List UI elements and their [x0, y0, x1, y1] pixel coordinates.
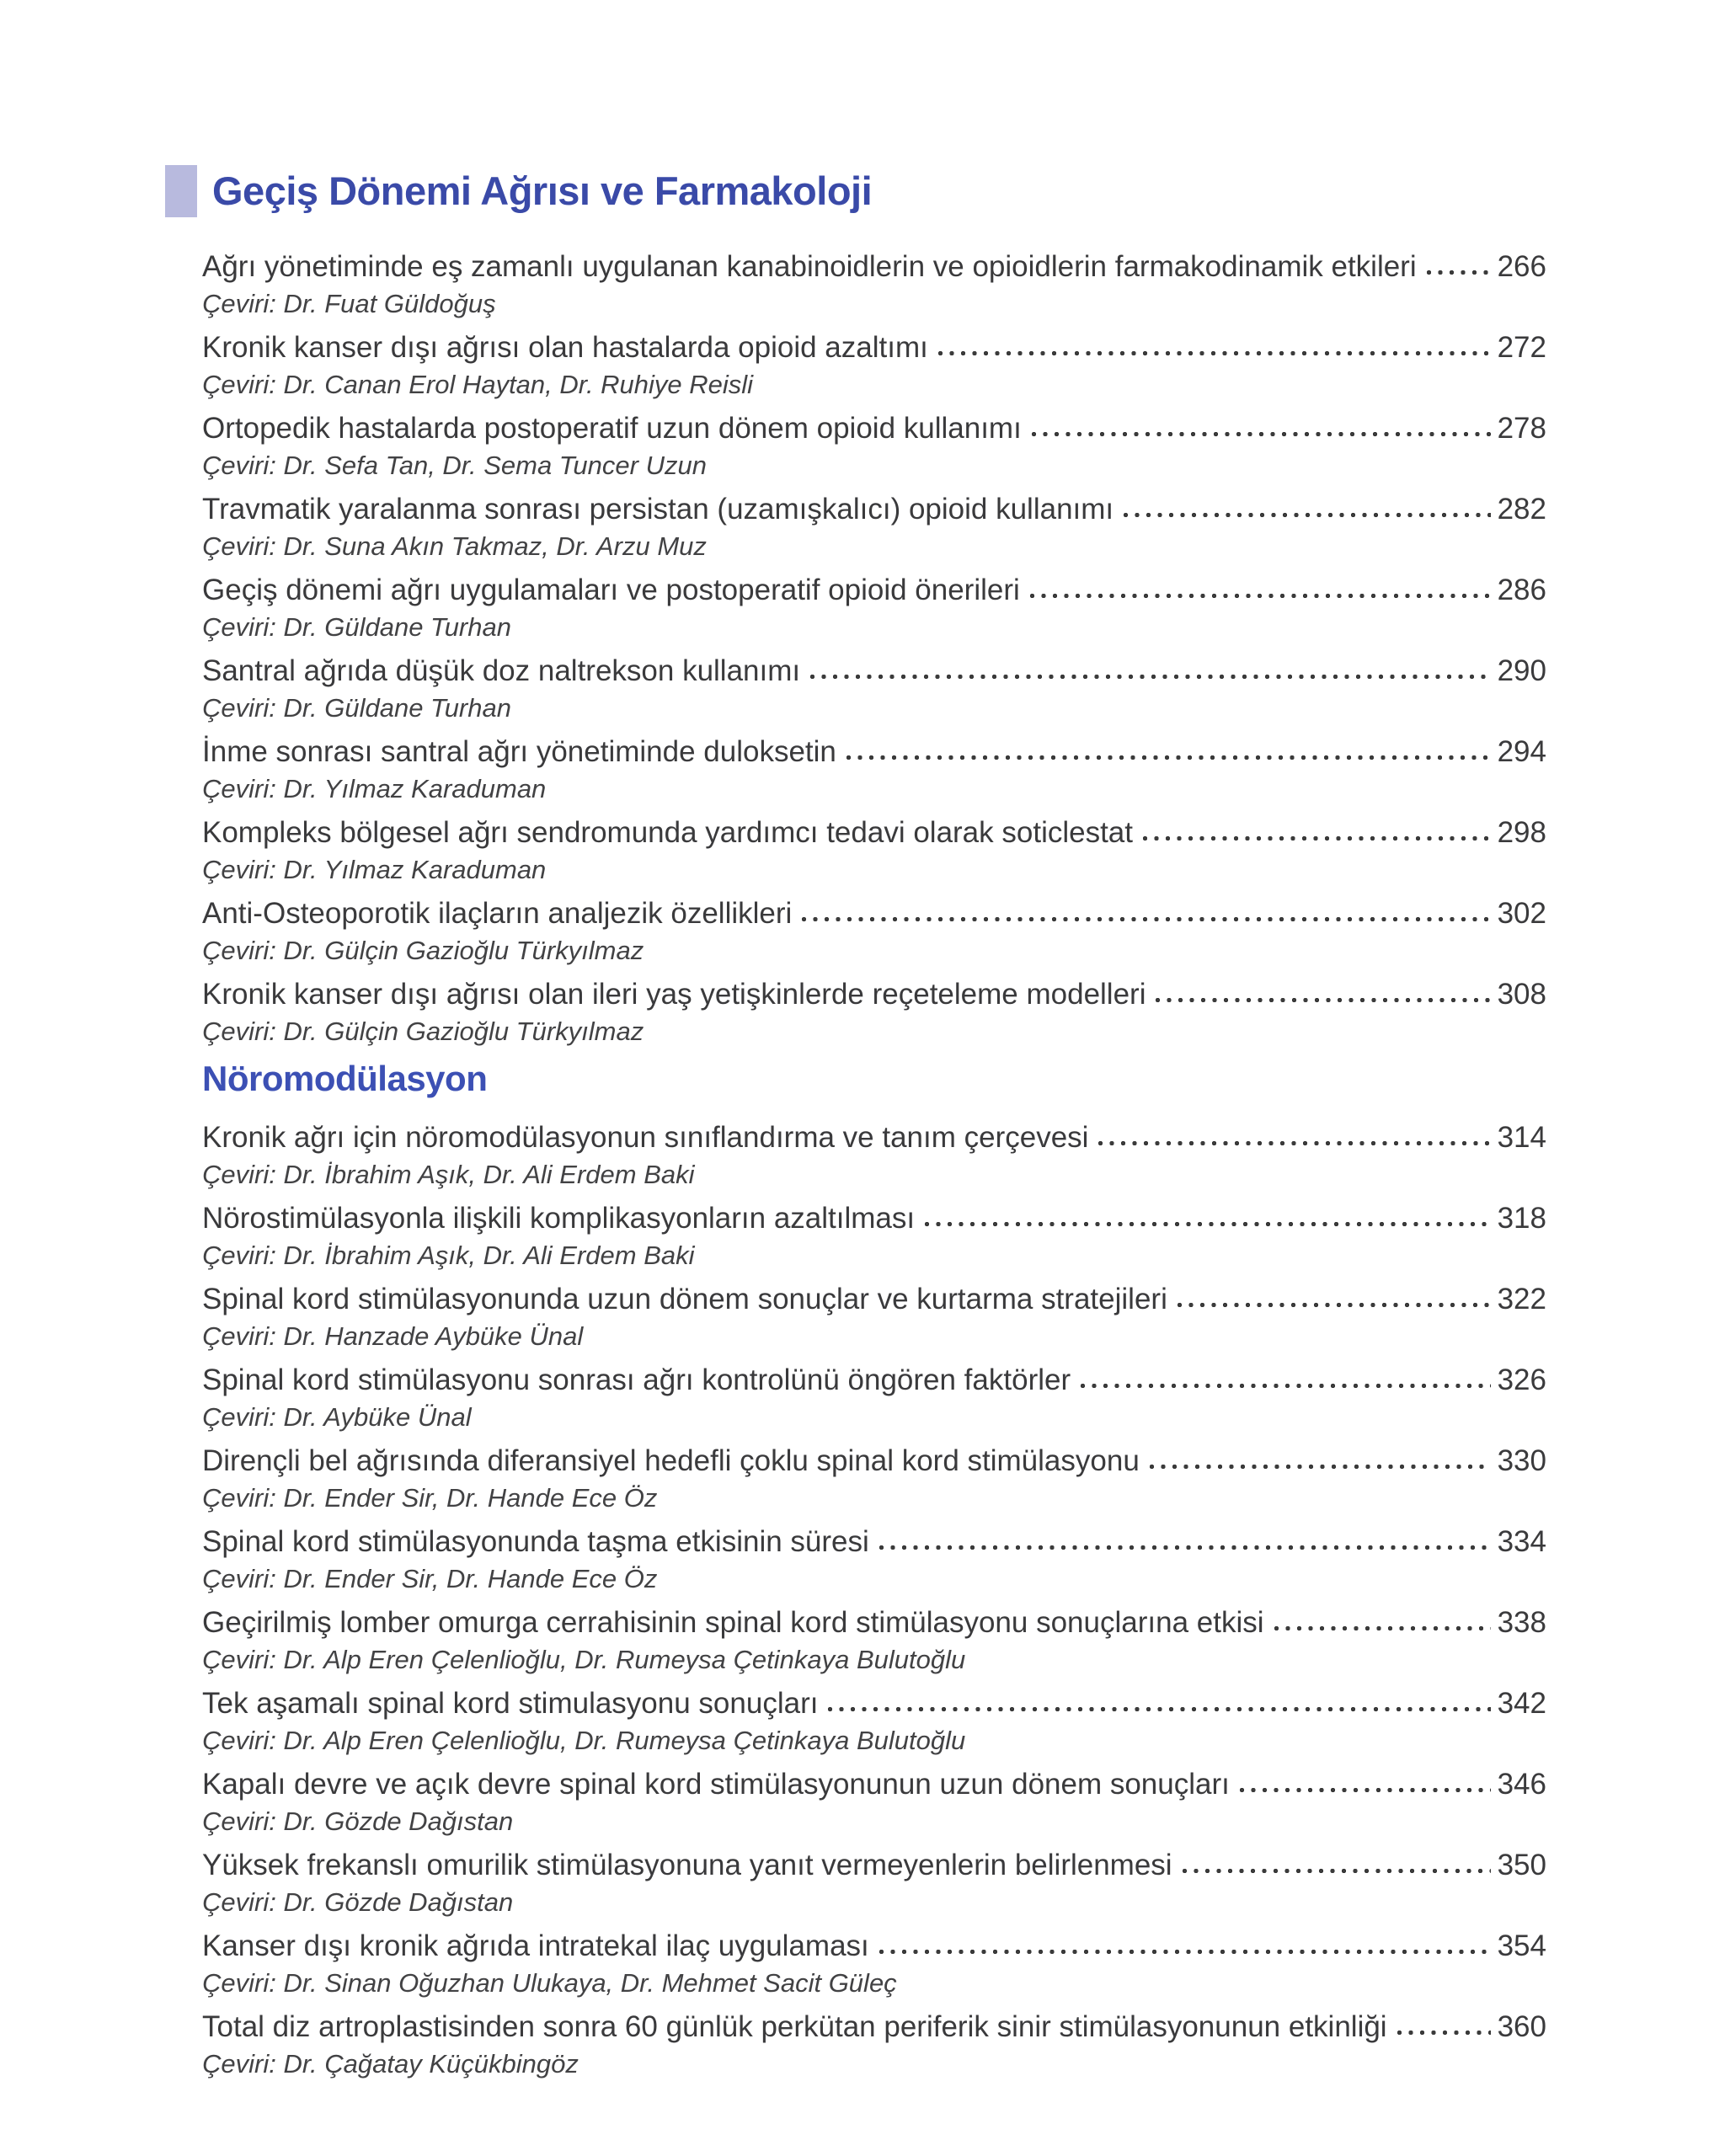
toc-entry-line: [202, 490, 1546, 529]
toc-entry-line: [202, 248, 1546, 286]
toc-entry-translator: Çeviri: Dr. Sinan Oğuzhan Ulukaya, Dr. Mehmet Sacit Güleç: [202, 1968, 897, 1998]
toc-entry: [202, 1927, 1546, 2001]
toc-entry-page-number: 342: [1497, 1687, 1546, 1720]
dot-leader: [876, 1544, 1491, 1551]
toc-entry-translator: Çeviri: Dr. İbrahim Aşık, Dr. Ali Erdem Baki: [202, 1241, 695, 1270]
toc-entry-line: [202, 733, 1546, 771]
toc-content: [202, 165, 1546, 2089]
toc-entry: [202, 1280, 1546, 1354]
toc-entry-line: [202, 1199, 1546, 1238]
toc-entry: [202, 1684, 1546, 1758]
toc-entry-title: Nörostimülasyonla ilişkili komplikasyonların azaltılması: [202, 1202, 916, 1235]
toc-entry-title: Travmatik yaralanma sonrası persistan (uzamışkalıcı) opioid kullanımı: [202, 493, 1114, 526]
toc-entry: [202, 1118, 1546, 1193]
dot-leader: [1236, 1786, 1491, 1794]
toc-entry-title: Spinal kord stimülasyonunda taşma etkisinin süresi: [202, 1525, 869, 1558]
toc-entry-title: Spinal kord stimülasyonunda uzun dönem sonuçlar ve kurtarma stratejileri: [202, 1283, 1167, 1315]
dot-leader: [935, 350, 1491, 357]
toc-entry: [202, 1604, 1546, 1678]
toc-entry-page-number: 294: [1497, 735, 1546, 768]
toc-entry-line: [202, 2008, 1546, 2047]
toc-entry-line: [202, 975, 1546, 1014]
dot-leader: [876, 1948, 1491, 1956]
toc-entry-translator: Çeviri: Dr. Alp Eren Çelenlioğlu, Dr. Rumeysa Çetinkaya Bulutoğlu: [202, 1726, 966, 1755]
toc-entry-title: Kronik ağrı için nöromodülasyonun sınıflandırma ve tanım çerçevesi: [202, 1121, 1089, 1154]
toc-entry: [202, 1846, 1546, 1920]
toc-entry-title: Dirençli bel ağrısında diferansiyel hedefli çoklu spinal kord stimülasyonu: [202, 1444, 1140, 1477]
toc-entry-line: [202, 328, 1546, 367]
toc-entry-translator: Çeviri: Dr. Alp Eren Çelenlioğlu, Dr. Rumeysa Çetinkaya Bulutoğlu: [202, 1645, 966, 1674]
dot-leader: [1179, 1867, 1491, 1875]
toc-entry: [202, 814, 1546, 888]
toc-entry-line: [202, 1280, 1546, 1319]
toc-entry-title: Yüksek frekanslı omurilik stimülasyonuna yanıt vermeyenlerin belirlenmesi: [202, 1849, 1172, 1881]
toc-entry: [202, 248, 1546, 322]
toc-entry-title: Tek aşamalı spinal kord stimulasyonu sonuçları: [202, 1687, 819, 1720]
toc-entry: [202, 490, 1546, 564]
section-heading: Geçiş Dönemi Ağrısı ve Farmakoloji: [212, 168, 873, 213]
dot-leader: [1095, 1139, 1490, 1147]
section-heading-row: [165, 165, 1546, 217]
toc-entry-line: [202, 1361, 1546, 1400]
toc-entry: [202, 409, 1546, 483]
toc-entry-line: [202, 1523, 1546, 1561]
toc-entry-page-number: 326: [1497, 1364, 1546, 1396]
toc-entry-title: İnme sonrası santral ağrı yönetiminde duloksetin: [202, 735, 836, 768]
toc-entry-title: Spinal kord stimülasyonu sonrası ağrı kontrolünü öngören faktörler: [202, 1364, 1071, 1396]
toc-entry-translator: Çeviri: Dr. Fuat Güldoğuş: [202, 289, 496, 318]
dot-leader: [1027, 592, 1491, 600]
toc-entry: [202, 975, 1546, 1049]
toc-entry-translator: Çeviri: Dr. Gözde Dağıstan: [202, 1887, 514, 1917]
dot-leader: [1140, 835, 1491, 842]
toc-entry-page-number: 266: [1497, 250, 1546, 283]
toc-entry-page-number: 278: [1497, 412, 1546, 445]
toc-entry-line: [202, 1604, 1546, 1642]
toc-entry: [202, 733, 1546, 807]
dot-leader: [1423, 269, 1491, 276]
toc-entry: [202, 1765, 1546, 1839]
toc-entry-translator: Çeviri: Dr. Canan Erol Haytan, Dr. Ruhiye Reisli: [202, 370, 754, 399]
toc-entry: [202, 328, 1546, 403]
toc-entry-translator: Çeviri: Dr. Güldane Turhan: [202, 693, 511, 723]
toc-entry-line: [202, 1846, 1546, 1885]
toc-entry-title: Ağrı yönetiminde eş zamanlı uygulanan kanabinoidlerin ve opioidlerin farmakodinamik etkileri: [202, 250, 1417, 283]
toc-entry-page-number: 290: [1497, 654, 1546, 687]
dot-leader: [1174, 1301, 1491, 1309]
dot-leader: [1028, 430, 1491, 438]
toc-entry-line: [202, 1442, 1546, 1481]
toc-entry-translator: Çeviri: Dr. Gülçin Gazioğlu Türkyılmaz: [202, 936, 644, 965]
toc-entry-page-number: 346: [1497, 1768, 1546, 1801]
toc-entry-translator: Çeviri: Dr. İbrahim Aşık, Dr. Ali Erdem Baki: [202, 1160, 695, 1189]
toc-entry-title: Total diz artroplastisinden sonra 60 günlük perkütan periferik sinir stimülasyonunun etkinliği: [202, 2010, 1387, 2043]
toc-entry-page-number: 272: [1497, 331, 1546, 364]
toc-entry-line: [202, 894, 1546, 933]
toc-entry-translator: Çeviri: Dr. Suna Akın Takmaz, Dr. Arzu Muz: [202, 531, 707, 561]
toc-entry-title: Geçirilmiş lomber omurga cerrahisinin spinal kord stimülasyonu sonuçlarına etkisi: [202, 1606, 1264, 1639]
toc-entry-page-number: 318: [1497, 1202, 1546, 1235]
toc-entry-line: [202, 814, 1546, 852]
toc-entry-translator: Çeviri: Dr. Yılmaz Karaduman: [202, 774, 547, 803]
toc-entry-translator: Çeviri: Dr. Aybüke Ünal: [202, 1402, 472, 1432]
toc-entry-page-number: 286: [1497, 574, 1546, 606]
toc-entry: [202, 1199, 1546, 1273]
toc-entry-translator: Çeviri: Dr. Gözde Dağıstan: [202, 1806, 514, 1836]
dot-leader: [825, 1705, 1490, 1713]
toc-entry-title: Kanser dışı kronik ağrıda intratekal ilaç uygulaması: [202, 1929, 869, 1962]
dot-leader: [807, 673, 1490, 680]
toc-entry-page-number: 322: [1497, 1283, 1546, 1315]
toc-entry: [202, 1442, 1546, 1516]
toc-entry-page-number: 282: [1497, 493, 1546, 526]
toc-entry: [202, 571, 1546, 645]
toc-entry-page-number: 350: [1497, 1849, 1546, 1881]
toc-entry-page-number: 334: [1497, 1525, 1546, 1558]
toc-entry-page-number: 360: [1497, 2010, 1546, 2043]
toc-entry-line: [202, 1927, 1546, 1966]
toc-entry-page-number: 308: [1497, 978, 1546, 1011]
toc-entry-line: [202, 1684, 1546, 1723]
toc-entry-title: Kronik kanser dışı ağrısı olan ileri yaş yetişkinlerde reçeteleme modelleri: [202, 978, 1146, 1011]
toc-entry: [202, 2008, 1546, 2082]
toc-entry-line: [202, 1118, 1546, 1157]
toc-entry: [202, 1523, 1546, 1597]
dot-leader: [921, 1220, 1490, 1228]
dot-leader: [1152, 996, 1490, 1004]
toc-entry-page-number: 354: [1497, 1929, 1546, 1962]
toc-entry: [202, 652, 1546, 726]
toc-entry-translator: Çeviri: Dr. Ender Sir, Dr. Hande Ece Öz: [202, 1483, 658, 1513]
dot-leader: [1271, 1625, 1491, 1632]
toc-entry-page-number: 314: [1497, 1121, 1546, 1154]
dot-leader: [1120, 511, 1490, 519]
toc-entry-translator: Çeviri: Dr. Çağatay Küçükbingöz: [202, 2049, 579, 2079]
toc-entry-title: Anti-Osteoporotik ilaçların analjezik özellikleri: [202, 897, 793, 930]
toc-entry-translator: Çeviri: Dr. Yılmaz Karaduman: [202, 855, 547, 884]
toc-entry: [202, 1361, 1546, 1435]
section-heading-row: [202, 1056, 1546, 1102]
toc-entry-page-number: 302: [1497, 897, 1546, 930]
toc-entry-title: Santral ağrıda düşük doz naltrekson kullanımı: [202, 654, 801, 687]
toc-entry-translator: Çeviri: Dr. Gülçin Gazioğlu Türkyılmaz: [202, 1017, 644, 1046]
toc-entry-title: Ortopedik hastalarda postoperatif uzun dönem opioid kullanımı: [202, 412, 1022, 445]
toc-entry-title: Kronik kanser dışı ağrısı olan hastalarda opioid azaltımı: [202, 331, 928, 364]
toc-entry: [202, 894, 1546, 969]
toc-entry-page-number: 298: [1497, 816, 1546, 849]
toc-entry-translator: Çeviri: Dr. Sefa Tan, Dr. Sema Tuncer Uzun: [202, 451, 707, 480]
toc-entry-title: Kapalı devre ve açık devre spinal kord stimülasyonunun uzun dönem sonuçları: [202, 1768, 1230, 1801]
toc-entry-translator: Çeviri: Dr. Güldane Turhan: [202, 612, 511, 642]
toc-entry-line: [202, 571, 1546, 610]
toc-entry-translator: Çeviri: Dr. Hanzade Aybüke Ünal: [202, 1321, 584, 1351]
toc-entry-line: [202, 409, 1546, 448]
dot-leader: [843, 754, 1491, 761]
toc-entry-page-number: 330: [1497, 1444, 1546, 1477]
toc-entry-line: [202, 652, 1546, 691]
toc-entry-title: Kompleks bölgesel ağrı sendromunda yardımcı tedavi olarak soticlestat: [202, 816, 1133, 849]
section-heading: Nöromodülasyon: [202, 1059, 488, 1098]
section-marker-icon: [165, 165, 197, 217]
toc-entry-page-number: 338: [1497, 1606, 1546, 1639]
dot-leader: [1394, 2029, 1491, 2036]
toc-entry-translator: Çeviri: Dr. Ender Sir, Dr. Hande Ece Öz: [202, 1564, 658, 1593]
dot-leader: [1077, 1382, 1490, 1390]
dot-leader: [1146, 1463, 1491, 1470]
toc-entry-line: [202, 1765, 1546, 1804]
dot-leader: [798, 915, 1490, 923]
toc-entry-title: Geçiş dönemi ağrı uygulamaları ve postoperatif opioid önerileri: [202, 574, 1020, 606]
